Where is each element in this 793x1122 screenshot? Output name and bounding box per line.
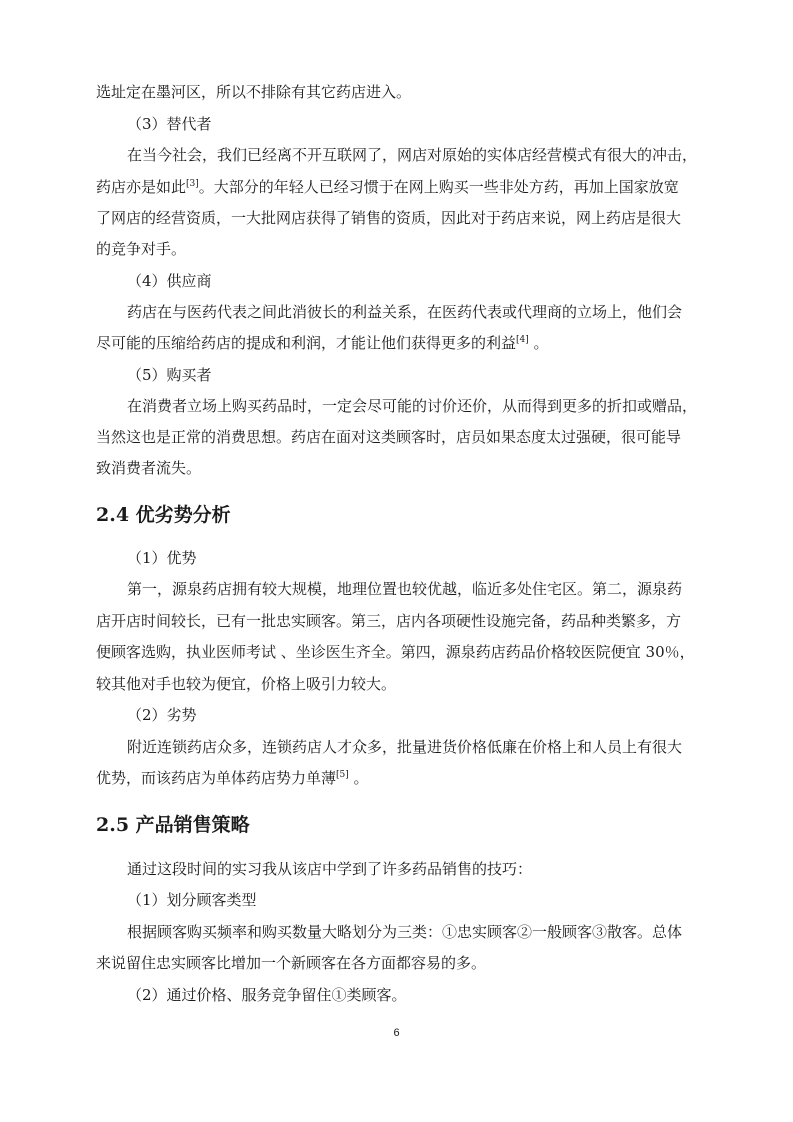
citation-ref: [3] <box>186 179 199 189</box>
paragraph-line <box>96 768 716 788</box>
paragraph-line <box>127 579 747 599</box>
paragraph-line <box>96 177 716 197</box>
text-run: 致消费者流失。 <box>96 459 202 477</box>
text-run: 了网店的经营资质，一大批网店获得了销售的资质，因此对于药店来说，网上药店是很大 <box>96 209 682 227</box>
paragraph-line <box>96 82 716 102</box>
text-run: 在当今社会，我们已经离不开互联网了，网店对原始的实体店经营模式有很大的冲击， <box>127 146 698 164</box>
text-run: 尽可能的压缩给药店的提成和利润，才能让他们获得更多的利益 <box>96 334 517 352</box>
text-run: （2）通过价格、服务竞争留住①类顾客。 <box>127 986 407 1004</box>
paragraph-line <box>96 458 716 478</box>
text-run: 。 <box>528 334 549 352</box>
text-run: （1）优势 <box>127 549 197 567</box>
page-number: 6 <box>393 1027 400 1039</box>
text-run: 药店亦是如此 <box>96 178 187 196</box>
text-run: 。大部分的年轻人已经习惯于在网上购买一些非处方药，再加上国家放宽 <box>198 178 679 196</box>
paragraph-line <box>127 922 747 942</box>
text-run: 附近连锁药店众多，连锁药店人才众多，批量进货价格低廉在价格上和人员上有很大 <box>127 738 683 756</box>
text-run: 当然这也是正常的消费思想。药店在面对这类顾客时，店员如果态度太过强硬，很可能导 <box>96 428 682 446</box>
text-run: 较其他对手也较为便宜，价格上吸引力较大。 <box>96 675 397 693</box>
paragraph-line <box>96 239 716 259</box>
paragraph-line <box>127 302 747 322</box>
paragraph-line <box>96 611 716 631</box>
section-heading-2-4: 2.4 优劣势分析 <box>96 504 231 526</box>
text-run: 在消费者立场上购买药品时，一定会尽可能的讨价还价，从而得到更多的折扣或赠品， <box>127 397 698 415</box>
paragraph-line <box>127 396 747 416</box>
text-run: （4）供应商 <box>127 272 212 290</box>
text-run: 通过这段时间的实习我从该店中学到了许多药品销售的技巧： <box>127 860 533 878</box>
paragraph-line <box>96 333 716 353</box>
text-run: 的竞争对手。 <box>96 240 187 258</box>
text-run: 药店在与医药代表之间此消彼长的利益关系，在医药代表或代理商的立场上，他们会 <box>127 303 683 321</box>
subheading-price-service <box>127 985 747 1005</box>
section-heading-2-5: 2.5 产品销售策略 <box>96 814 250 836</box>
text-run: 来说留住忠实顾客比增加一个新顾客在各方面都容易的多。 <box>96 954 487 972</box>
subheading-customer-types <box>127 890 747 910</box>
paragraph-line <box>127 145 747 165</box>
text-run: 选址定在墨河区，所以不排除有其它药店进入。 <box>96 83 412 101</box>
text-run: 优势，而该药店为单体药店势力单薄 <box>96 769 337 787</box>
text-run: 。 <box>348 769 369 787</box>
citation-ref: [4] <box>516 335 529 345</box>
text-run: 便顾客选购，执业医师考试 、坐诊医生齐全。第四，源泉药店药品价格较医院便宜 30％， <box>96 643 695 661</box>
paragraph-line <box>96 427 716 447</box>
subheading-substitutes <box>127 114 747 134</box>
text-run: 店开店时间较长，已有一批忠实顾客。第三，店内各项硬性设施完备，药品种类繁多，方 <box>96 612 682 630</box>
paragraph-line <box>96 953 716 973</box>
subheading-strengths <box>127 548 747 568</box>
text-run: （1）划分顾客类型 <box>127 891 257 909</box>
text-run: （3）替代者 <box>127 115 212 133</box>
paragraph-line <box>127 737 747 757</box>
text-run: （5）购买者 <box>127 366 212 384</box>
paragraph-line <box>96 642 716 662</box>
paragraph-line <box>96 208 716 228</box>
text-run: 第一，源泉药店拥有较大规模，地理位置也较优越，临近多处住宅区。第二，源泉药 <box>127 580 683 598</box>
text-run: 根据顾客购买频率和购买数量大略划分为三类：①忠实顾客②一般顾客③散客。总体 <box>127 923 683 941</box>
paragraph-line <box>127 859 747 879</box>
citation-ref: [5] <box>336 770 349 780</box>
subheading-suppliers <box>127 271 747 291</box>
paragraph-line <box>96 674 716 694</box>
text-run: （2）劣势 <box>127 706 197 724</box>
subheading-weaknesses <box>127 705 747 725</box>
subheading-buyers <box>127 365 747 385</box>
